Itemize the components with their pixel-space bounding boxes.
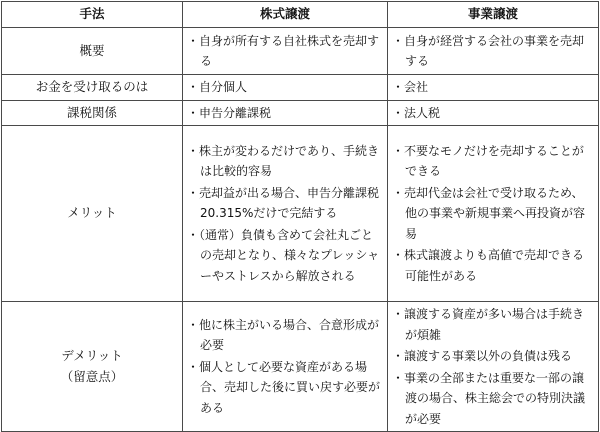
cell-demerits-stock	[183, 302, 388, 432]
header-row	[2, 2, 599, 28]
cell-demerits-business	[388, 302, 599, 432]
list-item: ・売却益が出る場合、申告分離課税20.315%だけで完結する	[187, 185, 380, 221]
row-demerits	[2, 302, 599, 432]
cell-money-recipient-business	[388, 75, 599, 101]
list-item: ・自身が経営する会社の事業を売却する	[392, 33, 585, 68]
list-item: ・株式譲渡よりも高値で売却できる可能性がある	[392, 248, 585, 283]
row-label-overview: 概要	[2, 28, 183, 75]
row-label-merits: メリット	[2, 126, 183, 302]
cell-taxation-business	[388, 100, 599, 126]
list-item: ・他に株主がいる場合、合意形成が必要	[187, 317, 380, 353]
row-label-money-recipient: お金を受け取るのは	[2, 75, 183, 101]
cell-overview-stock	[183, 28, 388, 75]
cell-money-recipient-stock	[183, 75, 388, 101]
list-item: ・自分個人	[187, 80, 248, 94]
row-overview	[2, 28, 599, 75]
list-item: ・法人税	[392, 105, 441, 120]
header-method: 手法	[2, 2, 183, 28]
header-business-transfer: 事業譲渡	[388, 2, 599, 28]
list-item: ・売却代金は会社で受け取るため、他の事業や新規事業へ再投資が容易	[392, 185, 586, 241]
cell-merits-stock	[183, 126, 388, 302]
list-item: ・自身が所有する自社株式を売却する	[187, 33, 380, 68]
header-stock-transfer: 株式譲渡	[183, 2, 388, 28]
list-item: ・事業の全部または重要な一部の譲渡の場合、株主総会での特別決議が必要	[392, 370, 586, 426]
list-item: ・会社	[392, 80, 429, 94]
cell-overview-business	[388, 28, 599, 75]
list-item: ・申告分離課税	[187, 105, 272, 120]
row-label-taxation: 課税関係	[2, 100, 183, 126]
list-item: ・個人として必要な資産がある場合、売却した後に買い戻す必要がある	[187, 359, 381, 415]
list-item: ・株主が変わるだけであり、手続きは比較的容易	[187, 143, 380, 179]
row-money-recipient	[2, 75, 599, 101]
list-item: ・不要なモノだけを売却することができる	[392, 143, 584, 179]
row-merits	[2, 126, 599, 302]
row-label-demerits	[2, 302, 183, 432]
list-item: ・譲渡する事業以外の負債は残る	[392, 349, 573, 363]
row-taxation	[2, 100, 599, 126]
demerits-sublabel: （留意点）	[60, 368, 124, 384]
list-item: ・（通常）負債も含めて会社丸ごとの売却となり、様々なプレッシャーやストレスから解放される	[187, 227, 380, 283]
list-item: ・譲渡する資産が多い場合は手続きが煩雑	[392, 307, 585, 342]
comparison-table	[1, 1, 599, 432]
cell-taxation-stock	[183, 100, 388, 126]
demerits-label: デメリット	[61, 348, 123, 363]
cell-merits-business	[388, 126, 599, 302]
